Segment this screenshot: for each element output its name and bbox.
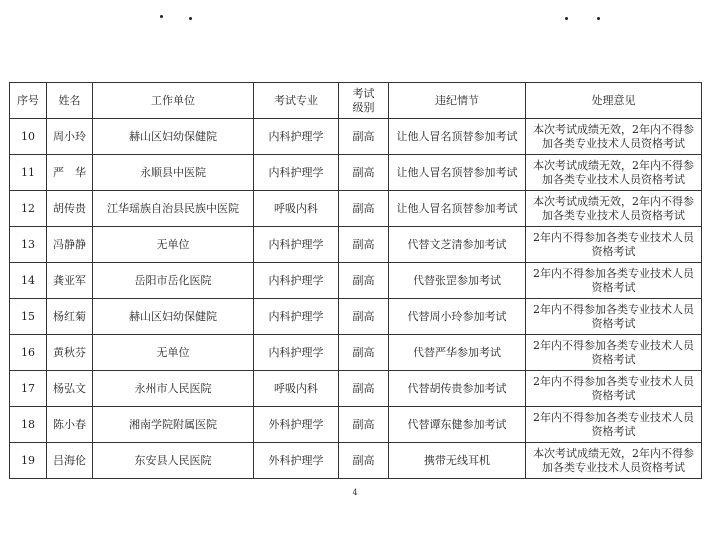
cell-opinion: 2年内不得参加各类专业技术人员资格考试 [526,263,702,299]
cell-major: 呼吸内科 [254,371,339,407]
scan-mark [189,17,192,20]
cell-name: 陈小春 [47,407,93,443]
table-row [10,335,702,371]
cell-name: 冯静静 [47,227,93,263]
cell-name: 胡传贵 [47,191,93,227]
cell-violation: 代替张罡参加考试 [389,263,526,299]
cell-major: 外科护理学 [254,443,339,479]
cell-seq: 16 [10,335,47,371]
cell-seq: 17 [10,371,47,407]
cell-seq: 15 [10,299,47,335]
cell-name: 龚亚军 [47,263,93,299]
cell-seq: 11 [10,155,47,191]
cell-major: 内科护理学 [254,155,339,191]
header-seq: 序号 [10,83,47,119]
cell-major: 呼吸内科 [254,191,339,227]
table-row [10,443,702,479]
table-row [10,119,702,155]
cell-major: 内科护理学 [254,335,339,371]
cell-name: 严 华 [47,155,93,191]
cell-workplace: 湘南学院附属医院 [93,407,254,443]
cell-opinion: 2年内不得参加各类专业技术人员资格考试 [526,371,702,407]
cell-seq: 18 [10,407,47,443]
cell-name: 周小玲 [47,119,93,155]
cell-name: 黄秋芬 [47,335,93,371]
table-row [10,371,702,407]
header-major: 考试专业 [254,83,339,119]
header-workplace: 工作单位 [93,83,254,119]
violation-table [9,82,702,479]
cell-opinion: 2年内不得参加各类专业技术人员资格考试 [526,227,702,263]
cell-workplace: 赫山区妇幼保健院 [93,299,254,335]
cell-level: 副高 [339,299,389,335]
cell-opinion: 本次考试成绩无效，2年内不得参加各类专业技术人员资格考试 [526,443,702,479]
header-opinion: 处理意见 [526,83,702,119]
cell-name: 吕海伦 [47,443,93,479]
cell-violation: 让他人冒名顶替参加考试 [389,119,526,155]
cell-level: 副高 [339,335,389,371]
cell-opinion: 本次考试成绩无效，2年内不得参加各类专业技术人员资格考试 [526,119,702,155]
cell-level: 副高 [339,407,389,443]
table-row [10,227,702,263]
cell-level: 副高 [339,119,389,155]
cell-violation: 代替严华参加考试 [389,335,526,371]
header-level: 考试级别 [339,83,389,119]
cell-violation: 代替周小玲参加考试 [389,299,526,335]
cell-major: 内科护理学 [254,263,339,299]
scan-mark [565,17,568,20]
cell-level: 副高 [339,191,389,227]
cell-seq: 12 [10,191,47,227]
cell-workplace: 东安县人民医院 [93,443,254,479]
cell-workplace: 永顺县中医院 [93,155,254,191]
cell-seq: 10 [10,119,47,155]
cell-level: 副高 [339,155,389,191]
cell-violation: 让他人冒名顶替参加考试 [389,191,526,227]
cell-level: 副高 [339,443,389,479]
table-row [10,191,702,227]
header-row [10,83,702,119]
table-row [10,407,702,443]
scan-mark [160,15,163,18]
cell-violation: 代替胡传贵参加考试 [389,371,526,407]
cell-workplace: 无单位 [93,335,254,371]
cell-violation: 携带无线耳机 [389,443,526,479]
cell-workplace: 江华瑶族自治县民族中医院 [93,191,254,227]
cell-major: 内科护理学 [254,299,339,335]
header-violation: 违纪情节 [389,83,526,119]
cell-violation: 代替文芝清参加考试 [389,227,526,263]
cell-seq: 13 [10,227,47,263]
table-row [10,155,702,191]
cell-name: 杨弘文 [47,371,93,407]
cell-level: 副高 [339,263,389,299]
cell-violation: 让他人冒名顶替参加考试 [389,155,526,191]
cell-workplace: 永州市人民医院 [93,371,254,407]
header-name: 姓名 [47,83,93,119]
cell-opinion: 本次考试成绩无效，2年内不得参加各类专业技术人员资格考试 [526,191,702,227]
cell-opinion: 本次考试成绩无效，2年内不得参加各类专业技术人员资格考试 [526,155,702,191]
cell-major: 内科护理学 [254,119,339,155]
cell-workplace: 岳阳市岳化医院 [93,263,254,299]
cell-level: 副高 [339,371,389,407]
cell-opinion: 2年内不得参加各类专业技术人员资格考试 [526,335,702,371]
cell-workplace: 无单位 [93,227,254,263]
cell-major: 外科护理学 [254,407,339,443]
cell-violation: 代替谭东健参加考试 [389,407,526,443]
cell-opinion: 2年内不得参加各类专业技术人员资格考试 [526,407,702,443]
cell-seq: 19 [10,443,47,479]
table-row [10,263,702,299]
cell-name: 杨红菊 [47,299,93,335]
cell-seq: 14 [10,263,47,299]
cell-workplace: 赫山区妇幼保健院 [93,119,254,155]
table-row [10,299,702,335]
cell-level: 副高 [339,227,389,263]
scan-mark [597,17,600,20]
cell-major: 内科护理学 [254,227,339,263]
cell-opinion: 2年内不得参加各类专业技术人员资格考试 [526,299,702,335]
page-number: 4 [352,488,358,497]
